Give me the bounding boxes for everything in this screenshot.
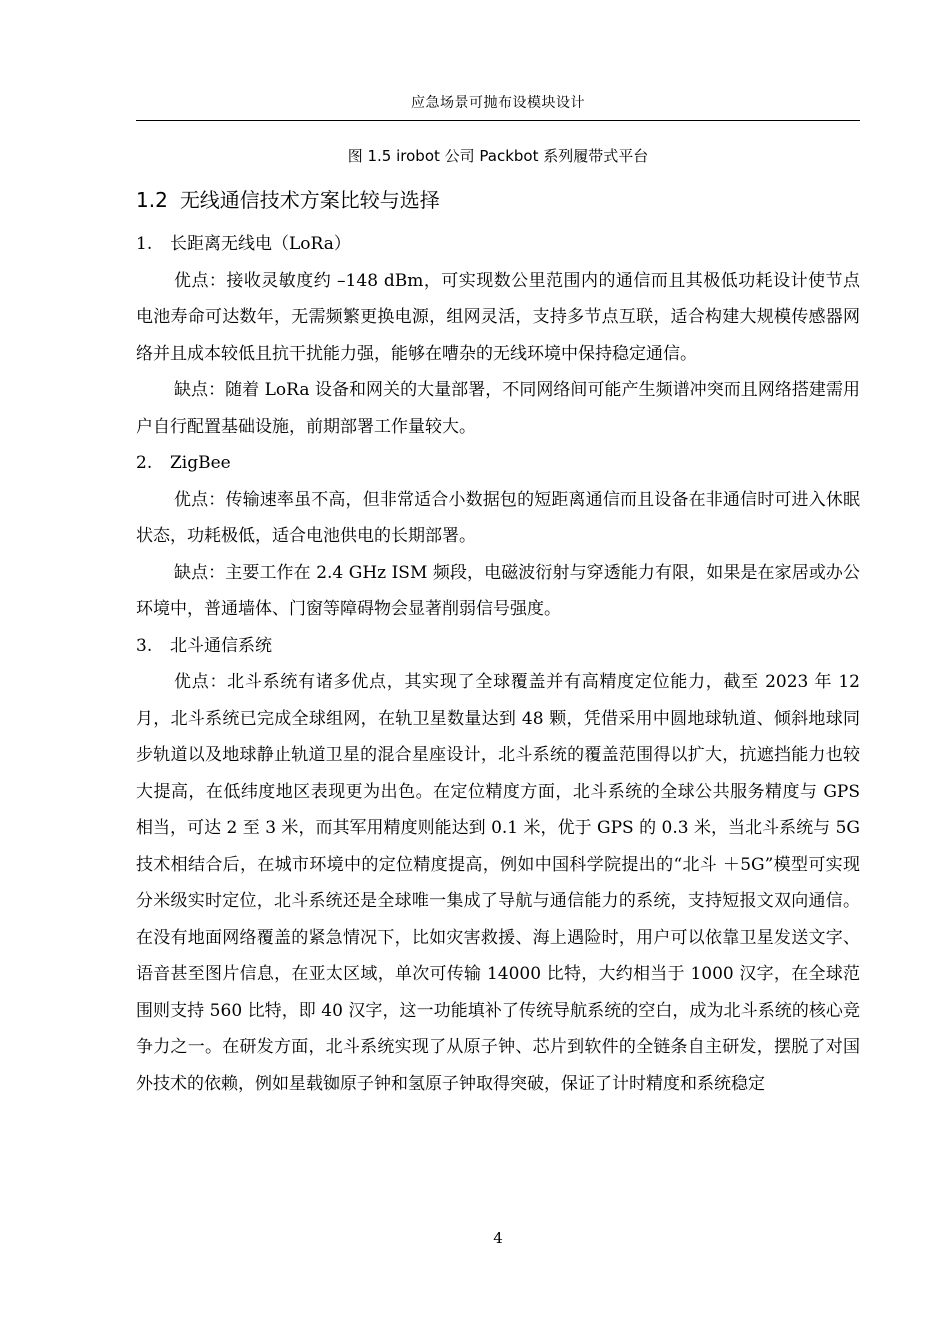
list-item-label: 长距离无线电（LoRa） <box>170 234 351 254</box>
list-item-label: ZigBee <box>170 453 231 473</box>
section-number: 1.2 <box>136 188 168 212</box>
paragraph: 优点：传输速率虽不高，但非常适合小数据包的短距离通信而且设备在非通信时可进入休眠状态，功耗极低，适合电池供电的长期部署。 <box>136 489 860 546</box>
list-item-title <box>136 445 860 482</box>
list-item-title <box>136 628 860 665</box>
list-item-number: 2. <box>136 453 153 473</box>
header-rule <box>136 120 860 121</box>
paragraph: 缺点：主要工作在 2.4 GHz ISM 频段，电磁波衍射与穿透能力有限，如果是在家居或办公环境中，普通墙体、门窗等障碍物会显著削弱信号强度。 <box>136 562 860 619</box>
section-heading <box>136 184 440 213</box>
list-item-number: 3. <box>136 635 153 656</box>
paragraph: 缺点：随着 LoRa 设备和网关的大量部署，不同网络间可能产生频谱冲突而且网络搭建需用户自行配置基础设施，前期部署工作量较大。 <box>136 380 860 437</box>
page-number: 4 <box>493 1229 503 1247</box>
paragraph: 优点：接收灵敏度约 –148 dBm，可实现数公里范围内的通信而且其极低功耗设计使节点电池寿命可达数年，无需频繁更换电源，组网灵活，支持多节点互联，适合构建大规模传感器网络并且成本较低且抗干扰能力强，能够在嘈杂的无线环境中保持稳定通信。 <box>136 270 860 364</box>
list-item-label: 北斗通信系统 <box>170 635 272 656</box>
running-header: 应急场景可抛布设模块设计 <box>411 95 585 111</box>
figure-caption: 图 1.5 irobot 公司 Packbot 系列履带式平台 <box>347 147 649 165</box>
body-text <box>136 226 860 1102</box>
list-item-title <box>136 226 860 263</box>
paragraph: 优点：北斗系统有诸多优点，其实现了全球覆盖并有高精度定位能力，截至 2023 年 12 月，北斗系统已完成全球组网，在轨卫星数量达到 48 颗，凭借采用中圆地球轨道、倾斜地球同步轨道以及地球静止轨道卫星的混合星座设计，北斗系统的覆盖范围得以扩大，抗遮挡能力也较大提高，在低纬度地区表现更为出色。在定位精度方面，北斗系统的全球公共服务精度与 GPS 相当，可达 2 至 3 米，而其军用精度则能达到 0.1 米，优于 GPS 的 0.3 米，当北斗系统与 5G 技术相结合后，在城市环境中的定位精度提高，例如中国科学院提出的“北斗 ＋5G”模型可实现分米级实时定位，北斗系统还是全球唯一集成了导航与通信能力的系统，支持短报文双向通信。在没有地面网络覆盖的紧急情况下，比如灾害救援、海上遇险时，用户可以依靠卫星发送文字、语音甚至图片信息，在亚太区域，单次可传输 14000 比特，大约相当于 1000 汉字，在全球范围则支持 560 比特，即 40 汉字，这一功能填补了传统导航系统的空白，成为北斗系统的核心竞争力之一。在研发方面，北斗系统实现了从原子钟、芯片到软件的全链条自主研发，摆脱了对国外技术的依赖，例如星载铷原子钟和氢原子钟取得突破，保证了计时精度和系统稳定 <box>136 672 860 1094</box>
section-title: 无线通信技术方案比较与选择 <box>179 188 440 212</box>
list-item-number: 1. <box>136 234 153 254</box>
